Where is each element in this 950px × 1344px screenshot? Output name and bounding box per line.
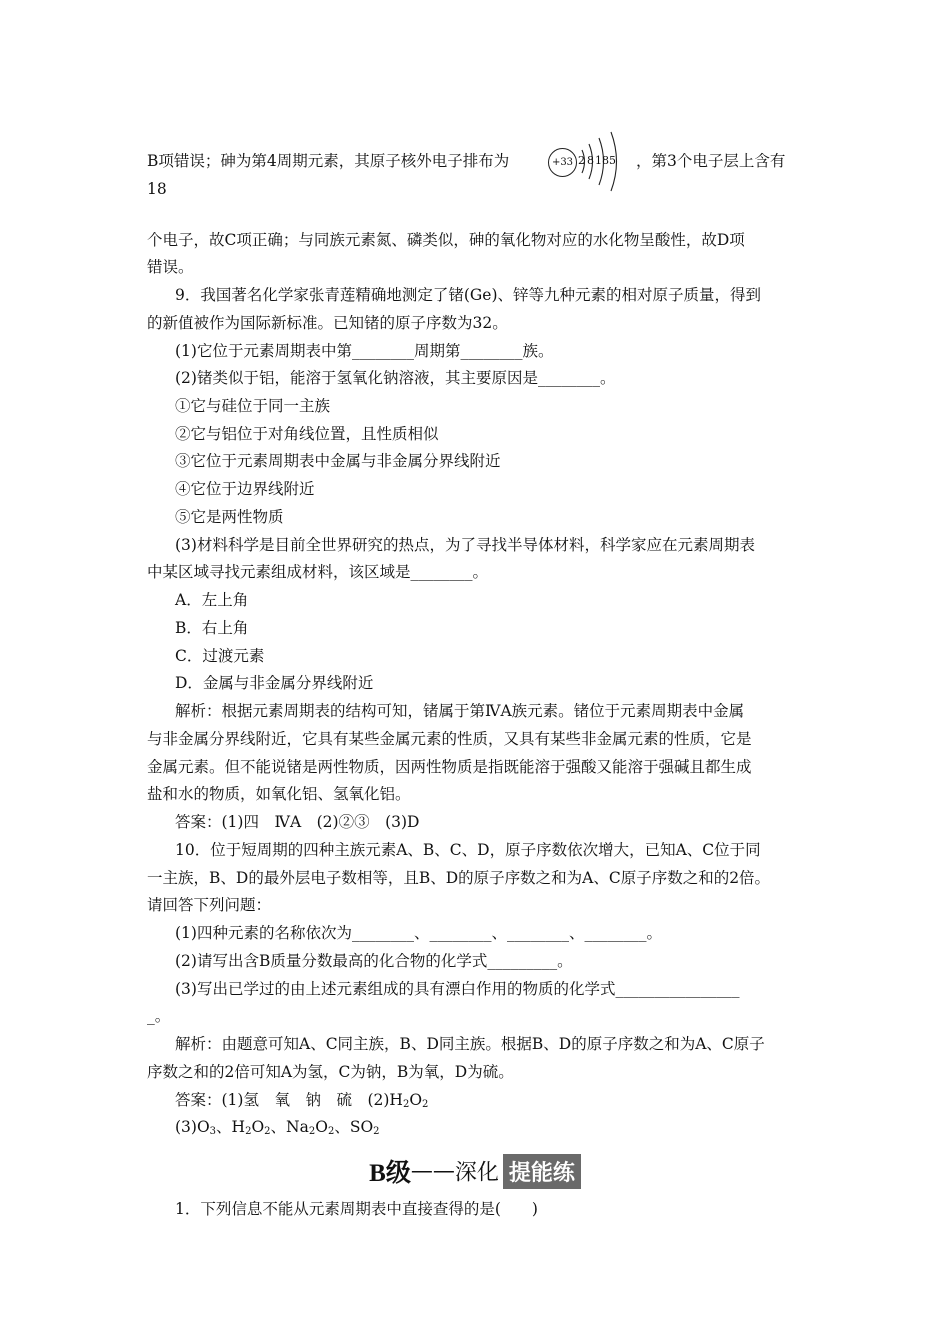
text-line: B项错误；砷为第4周期元素，其原子核外电子排布为 (147, 152, 510, 170)
question-10-part3: (3)写出已学过的由上述元素组成的具有漂白作用的物质的化学式________________ (175, 980, 740, 998)
electron-count-shell2: 8 (587, 154, 594, 167)
explanation-9: 金属元素。但不能说锗是两性物质，因两性物质是指既能溶于强酸又能溶于强碱且都生成 (147, 758, 752, 776)
answer-text: 答案：(1)氢 氧 钠 硫 (2)H (175, 1091, 403, 1109)
atom-nucleus: +33 (548, 148, 577, 177)
answer-text: (3)O (175, 1118, 210, 1136)
option-item: ⑤它是两性物质 (175, 508, 284, 526)
question-10-stem: 一主族，B、D的最外层电子数相等，且B、D的原子序数之和为A、C原子序数之和的2倍。 (147, 869, 771, 887)
electron-count-shell1: 2 (578, 154, 585, 167)
section-header (0, 1153, 950, 1189)
answer-text: 、Na (270, 1118, 309, 1136)
explanation-10: 序数之和的2倍可知A为氢，C为钠，B为氧，D为硫。 (147, 1063, 514, 1081)
electron-count-shell3: 18 (595, 154, 609, 167)
choice-b: B．右上角 (175, 619, 249, 637)
choice-d: D．金属与非金属分界线附近 (175, 674, 374, 692)
choice-c: C．过渡元素 (175, 647, 265, 665)
section-badge: 提能练 (503, 1154, 581, 1189)
subscript: 3 (209, 1126, 217, 1137)
answer-text: O (315, 1118, 328, 1136)
subscript: 2 (327, 1126, 335, 1137)
answer-9: 答案：(1)四 ⅣA (2)②③ (3)D (175, 813, 420, 831)
section-dash: —— (410, 1158, 455, 1184)
subscript: 2 (402, 1099, 410, 1110)
answer-10-line1 (175, 1090, 428, 1110)
section-title: 深化 (454, 1160, 499, 1186)
answer-text: 、H (216, 1118, 246, 1136)
option-item: ①它与硅位于同一主族 (175, 397, 331, 415)
subscript: 2 (264, 1126, 271, 1137)
explanation-9: 盐和水的物质，如氧化铝、氢氧化铝。 (147, 785, 411, 803)
question-10-stem: 10．位于短周期的四种主族元素A、B、C、D，原子序数依次增大，已知A、C位于同 (175, 841, 761, 859)
subscript: 2 (245, 1126, 252, 1137)
question-9-part3: 中某区域寻找元素组成材料，该区域是________。 (147, 563, 489, 581)
question-9-part1: (1)它位于元素周期表中第________周期第________族。 (175, 342, 554, 360)
answer-text: O (409, 1091, 423, 1109)
explanation-9: 与非金属分界线附近，它具有某些金属元素的性质，又具有某些非金属元素的性质，它是 (147, 730, 752, 748)
answer-10-line2 (175, 1117, 380, 1137)
question-9-part2: (2)锗类似于铝，能溶于氢氧化钠溶液，其主要原因是________。 (175, 369, 616, 387)
question-10-part2: (2)请写出含B质量分数最高的化合物的化学式_________。 (175, 952, 573, 970)
question-9-stem: 9．我国著名化学家张青莲精确地测定了锗(Ge)、锌等九种元素的相对原子质量，得到 (175, 286, 762, 304)
question-10-part3: _。 (147, 1007, 171, 1025)
subscript: 2 (308, 1126, 316, 1137)
subscript: 2 (373, 1126, 380, 1137)
section-level: B级 (369, 1160, 411, 1187)
option-item: ④它位于边界线附近 (175, 480, 315, 498)
explanation-9: 解析：根据元素周期表的结构可知，锗属于第ⅣA族元素。锗位于元素周期表中金属 (175, 702, 745, 720)
question-9-stem: 的新值被作为国际新标准。已知锗的原子序数为32。 (147, 314, 508, 332)
electron-count-shell4: 5 (609, 154, 616, 167)
text-line: 错误。 (147, 258, 194, 276)
explanation-10: 解析：由题意可知A、C同主族，B、D同主族。根据B、D的原子序数之和为A、C原子 (175, 1035, 765, 1053)
answer-text: 、SO (334, 1118, 374, 1136)
text-line: ，第3个电子层上含有 (636, 152, 786, 170)
subscript: 2 (422, 1099, 429, 1110)
text-line: 个电子，故C项正确；与同族元素氮、磷类似，砷的氧化物对应的水化物呈酸性，故D项 (147, 231, 745, 249)
atom-structure-diagram (548, 128, 622, 192)
option-item: ③它位于元素周期表中金属与非金属分界线附近 (175, 452, 501, 470)
answer-text: O (251, 1118, 265, 1136)
question-10-stem: 请回答下列问题： (147, 896, 272, 914)
question-10-part1: (1)四种元素的名称依次为________、________、________、________。 (175, 924, 662, 942)
option-item: ②它与铝位于对角线位置，且性质相似 (175, 425, 439, 443)
choice-a: A．左上角 (175, 591, 249, 609)
question-b1: 1．下列信息不能从元素周期表中直接查得的是( ) (175, 1200, 538, 1218)
text-line: 18 (147, 180, 167, 198)
question-9-part3: (3)材料科学是目前全世界研究的热点，为了寻找半导体材料，科学家应在元素周期表 (175, 536, 755, 554)
